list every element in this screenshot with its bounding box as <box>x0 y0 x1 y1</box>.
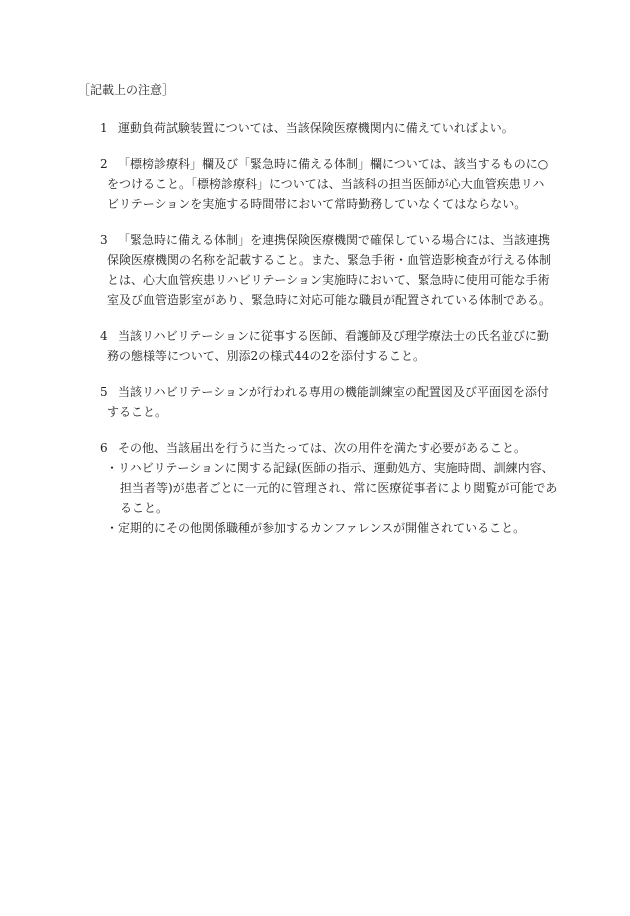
bullet-line: ・定期的にその他関係職種が参加するカンファレンスが開催されていること。 <box>106 521 526 535</box>
note-item-4 <box>0 326 630 366</box>
note-item-5 <box>0 382 630 422</box>
note-item-2 <box>0 154 630 214</box>
item-number: 6 <box>100 441 108 455</box>
bullet-line: ること。 <box>120 501 169 515</box>
bullet-item-2 <box>0 518 630 538</box>
item-line: をつけること。「標榜診療科」については、当該科の担当医師が心大血管疾患リハ <box>107 177 545 191</box>
item-line: 「緊急時に備える体制」を連携保険医療機関で確保している場合には、当該連携 <box>118 233 551 247</box>
item-line: ビリテーションを実施する時間帯において常時勤務していなくてはならない。 <box>107 197 527 211</box>
item-line: 「標榜診療科」欄及び「緊急時に備える体制」欄については、該当するものに○ <box>118 157 549 171</box>
item-line: その他、当該届出を行うに当たっては、次の用件を満たす必要があること。 <box>118 441 527 455</box>
item-line: 当該リハビリテーションが行われる専用の機能訓練室の配置図及び平面図を添付 <box>118 385 549 399</box>
item-line: 運動負荷試験装置については、当該保険医療機関内に備えていればよい。 <box>118 121 514 135</box>
item-line: すること。 <box>107 405 168 419</box>
item-line: 当該リハビリテーションに従事する医師、看護師及び理学療法士の氏名並びに勤 <box>118 329 549 343</box>
bullet-item-1 <box>0 458 630 518</box>
note-item-1 <box>0 118 630 138</box>
note-item-6 <box>0 438 630 538</box>
item-line: 保険医療機関の名称を記載すること。また、緊急手術・血管造影検査が行える体制 <box>107 253 552 267</box>
item-number: 2 <box>100 157 108 171</box>
item-line: とは、心大血管疾患リハビリテーション実施時において、緊急時に使用可能な手術 <box>107 273 550 287</box>
bullet-line: 担当者等)が患者ごとに一元的に管理され、常に医療従事者により閲覧が可能であ <box>120 481 558 495</box>
item-number: 3 <box>100 233 108 247</box>
item-number: 1 <box>100 121 108 135</box>
bullet-line: ・リハビリテーションに関する記録(医師の指示、運動処方、実施時間、訓練内容、 <box>106 461 554 475</box>
note-item-3 <box>0 230 630 310</box>
section-heading: ［記載上の注意］ <box>78 83 175 97</box>
item-line: 務の態様等について、別添2の様式44の2を添付すること。 <box>107 349 426 363</box>
document-body <box>0 80 630 554</box>
item-number: 5 <box>100 385 108 399</box>
item-number: 4 <box>100 329 108 343</box>
item-line: 室及び血管造影室があり、緊急時に対応可能な職員が配置されている体制である。 <box>107 293 552 307</box>
